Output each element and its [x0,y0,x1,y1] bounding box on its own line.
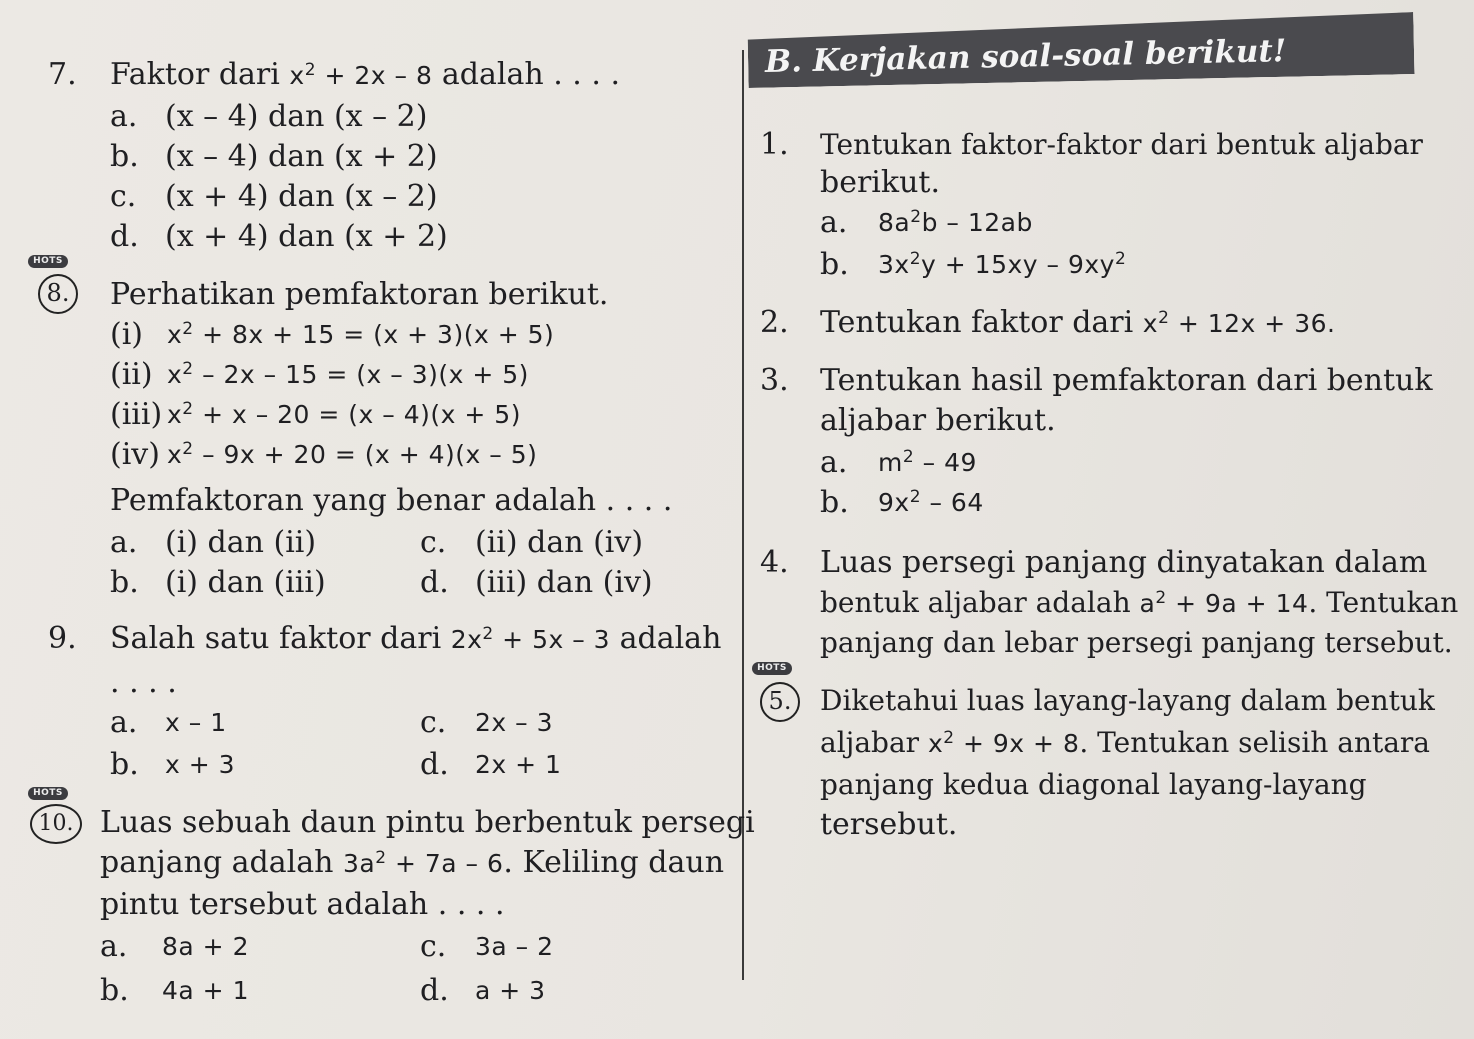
essay-q5-line4: tersebut. [820,807,958,842]
q7-number: 7. [48,57,77,92]
essay-q4-line3: panjang dan lebar persegi panjang tersebut. [820,626,1453,659]
q7-option-a-letter: a. [110,99,138,134]
q10-line3: pintu tersebut adalah . . . . [100,887,505,922]
q9-option-c: 2x – 3 [475,708,553,737]
q7-option-d: (x + 4) dan (x + 2) [165,219,448,254]
essay-q3-a-letter: a. [820,445,848,480]
essay-q5-number: 5. [760,682,800,722]
q9-option-a-letter: a. [110,705,138,740]
q8-number: 8. [38,274,78,314]
essay-q1-number: 1. [760,127,789,162]
q8-item-i-label: (i) [110,317,144,352]
essay-q3-b-letter: b. [820,485,849,520]
q9-dots: . . . . [110,665,177,700]
essay-q3-a: $m^2 - 49$ [878,447,977,477]
q8-option-b-letter: b. [110,565,139,600]
q9-number: 9. [48,621,77,656]
q8-question: Pemfaktoran yang benar adalah . . . . [110,483,673,518]
q8-item-iii: $x^2 + x - 20 = (x - 4)(x + 5)$ [167,399,521,429]
essay-q4-number: 4. [760,545,789,580]
hots-badge: HOTS [28,787,68,800]
essay-q5-line3: panjang kedua diagonal layang-layang [820,768,1367,801]
q7-option-d-letter: d. [110,219,139,254]
q8-option-a-letter: a. [110,525,138,560]
q8-item-ii-label: (ii) [110,357,153,392]
q9-option-b-letter: b. [110,747,139,782]
q10-number: 10. [30,804,82,844]
q8-item-iv: $x^2 - 9x + 20 = (x + 4)(x - 5)$ [167,439,538,469]
q10-line1: Luas sebuah daun pintu berbentuk persegi [100,805,755,840]
q7-option-c: (x + 4) dan (x – 2) [165,179,438,214]
q7-option-b-letter: b. [110,139,139,174]
q9-option-d: 2x + 1 [475,750,562,779]
q10-option-a-letter: a. [100,929,128,964]
essay-q2-text: Tentukan faktor dari $x^2 + 12x + 36$. [820,305,1336,340]
essay-q1-b: $3x^2y + 15xy - 9xy^2$ [878,249,1127,279]
section-title: B. Kerjakan soal-soal berikut! [764,33,1287,80]
essay-q3-number: 3. [760,363,789,398]
q7-option-b: (x – 4) dan (x + 2) [165,139,438,174]
q10-option-c: 3a – 2 [475,932,554,961]
essay-q1-b-letter: b. [820,247,849,282]
essay-q1-line2: berikut. [820,165,940,200]
essay-q3-line2: aljabar berikut. [820,403,1056,438]
hots-badge: HOTS [752,662,792,675]
essay-q4-line2: bentuk aljabar adalah $a^2 + 9a + 14$. Tentukan [820,586,1459,619]
q8-option-c: (ii) dan (iv) [475,525,644,560]
q10-option-c-letter: c. [420,929,447,964]
q8-option-a: (i) dan (ii) [165,525,317,560]
q7-option-c-letter: c. [110,179,137,214]
q8-stem: Perhatikan pemfaktoran berikut. [110,277,609,312]
column-divider [742,50,744,980]
q9-option-c-letter: c. [420,705,447,740]
q10-option-a: 8a + 2 [162,932,249,961]
essay-q1-line1: Tentukan faktor-faktor dari bentuk aljabar [820,128,1423,161]
essay-q3-line1: Tentukan hasil pemfaktoran dari bentuk [820,363,1433,398]
q10-option-b: 4a + 1 [162,976,249,1005]
q8-item-iv-label: (iv) [110,437,160,472]
q9-option-d-letter: d. [420,747,449,782]
q10-option-d-letter: d. [420,973,449,1008]
essay-q3-b: $9x^2 - 64$ [878,487,984,517]
essay-q1-a: $8a^2b - 12ab$ [878,207,1033,237]
q8-option-c-letter: c. [420,525,447,560]
essay-q5-line1: Diketahui luas layang-layang dalam bentuk [820,684,1435,717]
q10-line2: panjang adalah $3a^2 + 7a - 6$. Keliling daun [100,845,725,880]
essay-q2-number: 2. [760,305,789,340]
hots-badge: HOTS [28,255,68,268]
q8-item-iii-label: (iii) [110,397,163,432]
q9-option-b: x + 3 [165,750,236,779]
q8-option-b: (i) dan (iii) [165,565,326,600]
q8-option-d: (iii) dan (iv) [475,565,653,600]
essay-q1-a-letter: a. [820,205,848,240]
q8-item-ii: $x^2 - 2x - 15 = (x - 3)(x + 5)$ [167,359,529,389]
q8-option-d-letter: d. [420,565,449,600]
q9-stem: Salah satu faktor dari $2x^2 + 5x - 3$ adalah [110,621,722,656]
essay-q5-line2: aljabar $x^2 + 9x + 8$. Tentukan selisih antara [820,726,1431,759]
q9-option-a: x – 1 [165,708,227,737]
q7-option-a: (x – 4) dan (x – 2) [165,99,428,134]
q8-item-i: $x^2 + 8x + 15 = (x + 3)(x + 5)$ [167,319,555,349]
q7-stem: Faktor dari $x^2 + 2x - 8$ adalah . . . . [110,57,620,92]
essay-q4-line1: Luas persegi panjang dinyatakan dalam [820,545,1428,580]
q10-option-d: a + 3 [475,976,546,1005]
q10-option-b-letter: b. [100,973,129,1008]
